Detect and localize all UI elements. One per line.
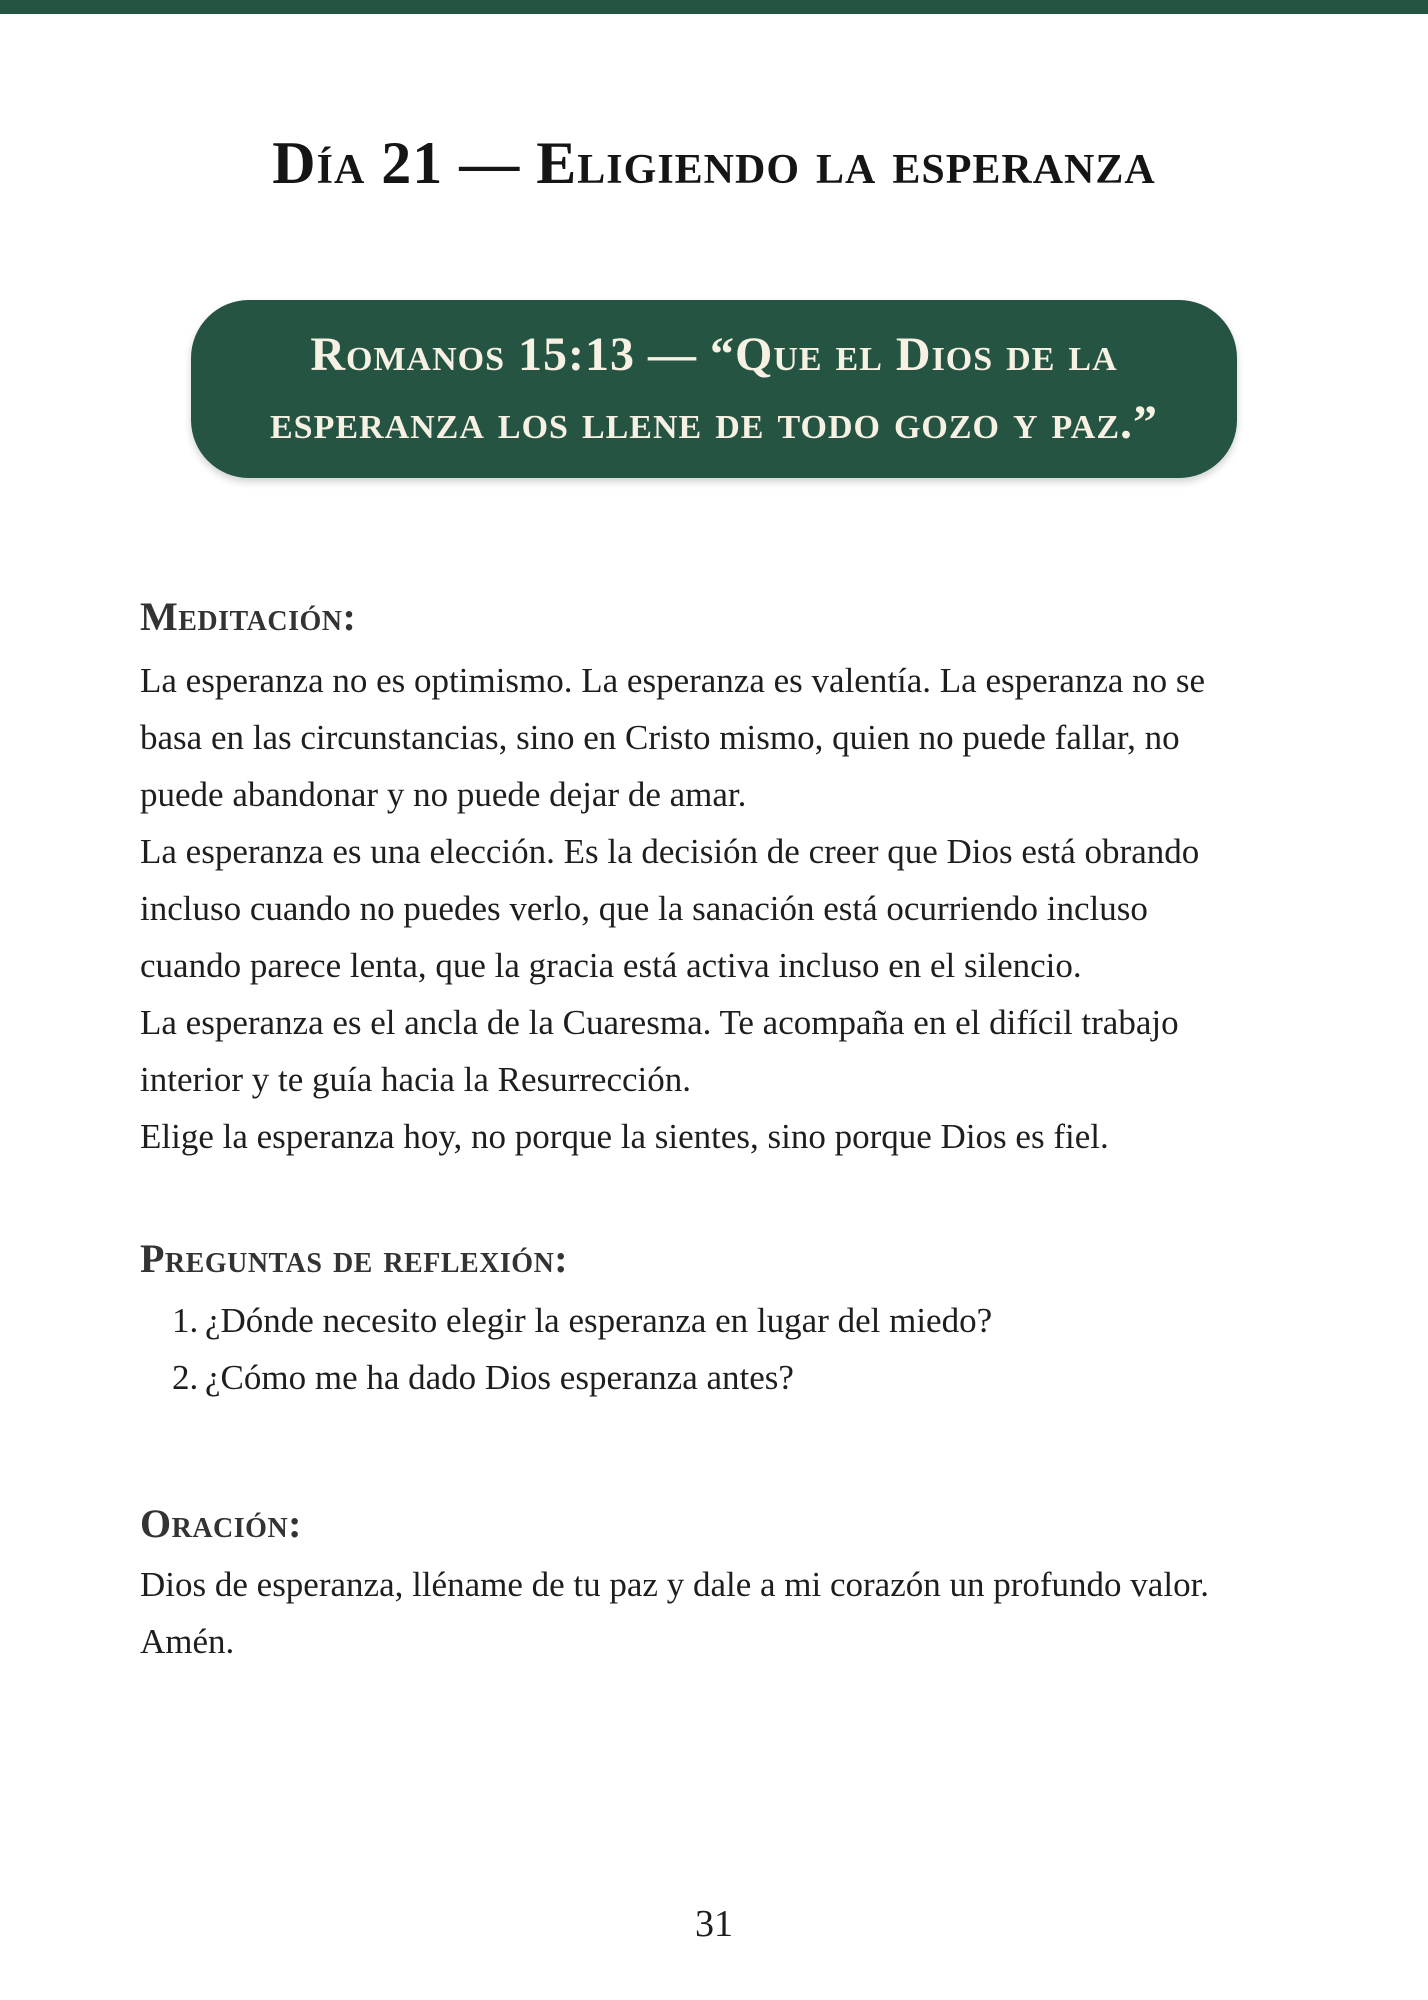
prayer-line: Amén. bbox=[140, 1622, 235, 1661]
page-number: 31 bbox=[695, 1903, 733, 1945]
question-item-1 bbox=[140, 1292, 992, 1349]
meditation-line: Elige la esperanza hoy, no porque la sientes, sino porque Dios es fiel. bbox=[140, 1117, 1109, 1156]
meditation-line: La esperanza es el ancla de la Cuaresma. Te acompaña en el difícil trabajo bbox=[140, 1003, 1179, 1042]
reflection-questions-heading: Preguntas de reflexión: bbox=[140, 1236, 569, 1281]
question-item-2 bbox=[140, 1349, 992, 1406]
prayer-heading: Oración: bbox=[140, 1501, 302, 1546]
meditation-line: La esperanza no es optimismo. La esperanza es valentía. La esperanza no se bbox=[140, 661, 1206, 700]
verse-line-1: Romanos 15:13 — “Que el Dios de la bbox=[310, 328, 1118, 381]
question-text: ¿Cómo me ha dado Dios esperanza antes? bbox=[205, 1358, 794, 1397]
meditation-line: interior y te guía hacia la Resurrección. bbox=[140, 1060, 692, 1099]
question-number: 1. bbox=[172, 1301, 199, 1340]
meditation-line: incluso cuando no puedes verlo, que la sanación está ocurriendo incluso bbox=[140, 889, 1148, 928]
verse-banner bbox=[191, 300, 1237, 478]
meditation-text bbox=[140, 652, 1205, 1165]
question-number: 2. bbox=[172, 1358, 199, 1397]
meditation-line: La esperanza es una elección. Es la decisión de creer que Dios está obrando bbox=[140, 832, 1200, 871]
page-title: Día 21 — Eligiendo la esperanza bbox=[272, 130, 1156, 196]
meditation-line: basa en las circunstancias, sino en Cristo mismo, quien no puede fallar, no bbox=[140, 718, 1180, 757]
reflection-questions-list bbox=[140, 1292, 992, 1406]
meditation-line: cuando parece lenta, que la gracia está activa incluso en el silencio. bbox=[140, 946, 1082, 985]
meditation-heading: Meditación: bbox=[140, 594, 357, 639]
top-accent-bar bbox=[0, 0, 1428, 14]
meditation-line: puede abandonar y no puede dejar de amar. bbox=[140, 775, 747, 814]
prayer-text bbox=[140, 1556, 1209, 1670]
prayer-line: Dios de esperanza, lléname de tu paz y dale a mi corazón un profundo valor. bbox=[140, 1565, 1210, 1604]
verse-line-2: esperanza los llene de todo gozo y paz.” bbox=[269, 396, 1158, 449]
question-text: ¿Dónde necesito elegir la esperanza en lugar del miedo? bbox=[205, 1301, 993, 1340]
